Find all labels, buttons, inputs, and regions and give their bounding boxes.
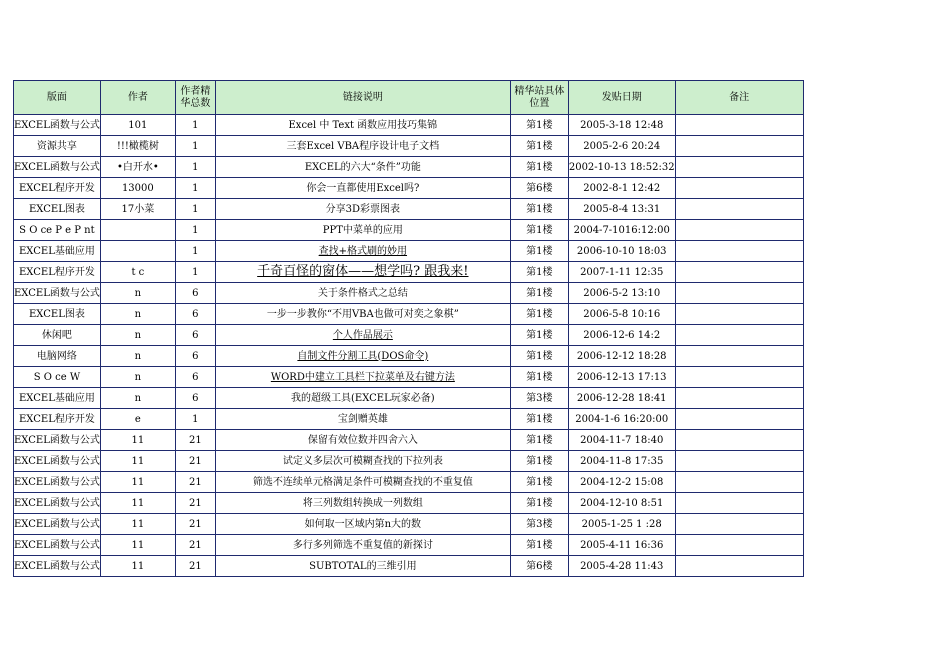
count-cell[interactable]: 6: [175, 304, 215, 325]
table-row: [14, 514, 804, 535]
date-cell[interactable]: 2004-7-1016:12:00: [568, 220, 675, 241]
link-text[interactable]: 保留有效位数并四舍六入: [307, 434, 418, 446]
link-cell[interactable]: [215, 220, 510, 241]
author-cell[interactable]: 11: [100, 514, 175, 535]
author-cell[interactable]: 101: [100, 115, 175, 136]
table-row: [14, 409, 804, 430]
table-row: [14, 493, 804, 514]
count-cell[interactable]: 6: [175, 325, 215, 346]
header-cell-author[interactable]: 作者: [100, 81, 175, 115]
author-cell[interactable]: n: [100, 325, 175, 346]
author-cell[interactable]: [100, 220, 175, 241]
count-cell[interactable]: 21: [175, 493, 215, 514]
notes-cell[interactable]: [675, 556, 803, 577]
count-cell[interactable]: 6: [175, 283, 215, 304]
notes-cell[interactable]: [675, 262, 803, 283]
count-cell[interactable]: 21: [175, 514, 215, 535]
link-cell[interactable]: [215, 430, 510, 451]
link-text[interactable]: 千奇百怪的窗体——想学吗? 跟我来!: [257, 264, 469, 279]
table-header: [14, 81, 804, 115]
count-cell[interactable]: 6: [175, 367, 215, 388]
notes-cell[interactable]: [675, 451, 803, 472]
link-text[interactable]: 多行多列筛选不重复值的新探讨: [292, 539, 433, 551]
table-row: [14, 472, 804, 493]
table-row: [14, 346, 804, 367]
board-cell[interactable]: EXCEL函数与公式: [14, 115, 101, 136]
link-cell[interactable]: [215, 157, 510, 178]
author-cell[interactable]: [100, 241, 175, 262]
link-text[interactable]: 分享3D彩票图表: [325, 203, 401, 215]
date-cell[interactable]: 2007-1-11 12:35: [568, 262, 675, 283]
link-text[interactable]: 一步一步教你“不用VBA也做可对奕之象棋”: [266, 308, 459, 320]
date-cell[interactable]: 2005-3-18 12:48: [568, 115, 675, 136]
date-cell[interactable]: 2004-11-7 18:40: [568, 430, 675, 451]
board-cell[interactable]: 电脑网络: [14, 346, 101, 367]
notes-cell[interactable]: [675, 241, 803, 262]
notes-cell[interactable]: [675, 220, 803, 241]
table-body: [14, 115, 804, 577]
position-cell[interactable]: 第3楼: [510, 514, 568, 535]
position-cell[interactable]: 第3楼: [510, 388, 568, 409]
position-cell[interactable]: 第1楼: [510, 283, 568, 304]
table-row: [14, 556, 804, 577]
link-cell[interactable]: [215, 199, 510, 220]
link-cell[interactable]: [215, 556, 510, 577]
author-cell[interactable]: n: [100, 304, 175, 325]
author-cell[interactable]: 11: [100, 451, 175, 472]
board-cell[interactable]: EXCEL函数与公式: [14, 451, 101, 472]
link-text[interactable]: 自制文件分割工具(DOS命令): [297, 350, 429, 362]
notes-cell[interactable]: [675, 136, 803, 157]
author-cell[interactable]: e: [100, 409, 175, 430]
header-cell-link-desc[interactable]: 链接说明: [215, 81, 510, 115]
table-row: [14, 241, 804, 262]
position-cell[interactable]: 第6楼: [510, 178, 568, 199]
position-cell[interactable]: 第1楼: [510, 262, 568, 283]
notes-cell[interactable]: [675, 283, 803, 304]
link-cell[interactable]: [215, 451, 510, 472]
table-row: [14, 304, 804, 325]
position-cell[interactable]: 第1楼: [510, 136, 568, 157]
position-cell[interactable]: 第1楼: [510, 535, 568, 556]
link-cell[interactable]: [215, 493, 510, 514]
header-row: [14, 81, 804, 115]
date-cell[interactable]: 2002-10-13 18:52:32: [568, 157, 675, 178]
table-row: [14, 220, 804, 241]
count-cell[interactable]: 1: [175, 157, 215, 178]
board-cell[interactable]: EXCEL基础应用: [14, 388, 101, 409]
notes-cell[interactable]: [675, 409, 803, 430]
position-cell[interactable]: 第6楼: [510, 556, 568, 577]
board-cell[interactable]: EXCEL程序开发: [14, 178, 101, 199]
table-row: [14, 535, 804, 556]
notes-cell[interactable]: [675, 535, 803, 556]
count-cell[interactable]: 21: [175, 556, 215, 577]
header-cell-post-date[interactable]: 发贴日期: [568, 81, 675, 115]
table-row: [14, 136, 804, 157]
notes-cell[interactable]: [675, 157, 803, 178]
board-cell[interactable]: S O ce W: [14, 367, 101, 388]
link-text[interactable]: 关于条件格式之总结: [317, 287, 408, 299]
author-cell[interactable]: n: [100, 346, 175, 367]
date-cell[interactable]: 2004-1-6 16:20:00: [568, 409, 675, 430]
link-cell[interactable]: [215, 241, 510, 262]
notes-cell[interactable]: [675, 430, 803, 451]
date-cell[interactable]: 2004-12-10 8:51: [568, 493, 675, 514]
link-cell[interactable]: [215, 472, 510, 493]
board-cell[interactable]: EXCEL基础应用: [14, 241, 101, 262]
count-cell[interactable]: 6: [175, 388, 215, 409]
link-cell[interactable]: [215, 346, 510, 367]
author-cell[interactable]: n: [100, 388, 175, 409]
link-cell[interactable]: [215, 178, 510, 199]
count-cell[interactable]: 1: [175, 178, 215, 199]
link-cell[interactable]: [215, 514, 510, 535]
date-cell[interactable]: 2006-12-6 14:2: [568, 325, 675, 346]
link-cell[interactable]: [215, 325, 510, 346]
board-cell[interactable]: EXCEL函数与公式: [14, 514, 101, 535]
author-cell[interactable]: 11: [100, 430, 175, 451]
link-text[interactable]: 查找+格式刷的妙用: [318, 245, 408, 257]
board-cell[interactable]: EXCEL程序开发: [14, 409, 101, 430]
author-cell[interactable]: •白开水•: [100, 157, 175, 178]
link-text[interactable]: 将三列数组转换成一列数组: [302, 497, 423, 509]
link-cell[interactable]: [215, 367, 510, 388]
author-cell[interactable]: 11: [100, 493, 175, 514]
date-cell[interactable]: 2004-12-2 15:08: [568, 472, 675, 493]
count-cell[interactable]: 21: [175, 472, 215, 493]
header-cell-board[interactable]: 版面: [14, 81, 101, 115]
table-row: [14, 178, 804, 199]
count-cell[interactable]: 1: [175, 220, 215, 241]
link-cell[interactable]: [215, 262, 510, 283]
table-row: [14, 199, 804, 220]
author-cell[interactable]: 11: [100, 535, 175, 556]
board-cell[interactable]: EXCEL程序开发: [14, 262, 101, 283]
notes-cell[interactable]: [675, 493, 803, 514]
count-cell[interactable]: 21: [175, 451, 215, 472]
table-row: [14, 115, 804, 136]
link-text[interactable]: 我的超级工具(EXCEL玩家必备): [291, 392, 435, 404]
author-cell[interactable]: n: [100, 283, 175, 304]
board-cell[interactable]: 资源共享: [14, 136, 101, 157]
table-row: [14, 367, 804, 388]
header-cell-author-total[interactable]: 作者精华总数: [175, 81, 215, 115]
position-cell[interactable]: 第1楼: [510, 430, 568, 451]
board-cell[interactable]: S O ce P e P nt: [14, 220, 101, 241]
link-cell[interactable]: [215, 283, 510, 304]
board-cell[interactable]: EXCEL函数与公式: [14, 493, 101, 514]
link-cell[interactable]: [215, 535, 510, 556]
link-cell[interactable]: [215, 115, 510, 136]
position-cell[interactable]: 第1楼: [510, 409, 568, 430]
date-cell[interactable]: 2005-1-25 1 :28: [568, 514, 675, 535]
author-cell[interactable]: t c: [100, 262, 175, 283]
date-cell[interactable]: 2006-10-10 18:03: [568, 241, 675, 262]
count-cell[interactable]: 1: [175, 115, 215, 136]
author-cell[interactable]: 13000: [100, 178, 175, 199]
date-cell[interactable]: 2006-12-28 18:41: [568, 388, 675, 409]
author-cell[interactable]: 17小菜: [100, 199, 175, 220]
count-cell[interactable]: 21: [175, 430, 215, 451]
link-cell[interactable]: [215, 136, 510, 157]
spreadsheet-table: [13, 80, 804, 577]
date-cell[interactable]: 2002-8-1 12:42: [568, 178, 675, 199]
position-cell[interactable]: 第1楼: [510, 346, 568, 367]
link-text[interactable]: 三套Excel VBA程序设计电子文档: [286, 140, 440, 152]
date-cell[interactable]: 2005-8-4 13:31: [568, 199, 675, 220]
table-row: [14, 157, 804, 178]
link-cell[interactable]: [215, 304, 510, 325]
position-cell[interactable]: 第1楼: [510, 451, 568, 472]
link-text[interactable]: 试定义多层次可模糊查找的下拉列表: [282, 455, 443, 467]
position-cell[interactable]: 第1楼: [510, 199, 568, 220]
position-cell[interactable]: 第1楼: [510, 493, 568, 514]
link-text[interactable]: PPT中菜单的应用: [322, 224, 403, 236]
count-cell[interactable]: 1: [175, 409, 215, 430]
table-row: [14, 262, 804, 283]
position-cell[interactable]: 第1楼: [510, 325, 568, 346]
author-cell[interactable]: 11: [100, 556, 175, 577]
notes-cell[interactable]: [675, 304, 803, 325]
position-cell[interactable]: 第1楼: [510, 304, 568, 325]
notes-cell[interactable]: [675, 514, 803, 535]
position-cell[interactable]: 第1楼: [510, 241, 568, 262]
notes-cell[interactable]: [675, 178, 803, 199]
count-cell[interactable]: 21: [175, 535, 215, 556]
author-cell[interactable]: !!!橄榄树: [100, 136, 175, 157]
date-cell[interactable]: 2006-12-13 17:13: [568, 367, 675, 388]
board-cell[interactable]: EXCEL图表: [14, 304, 101, 325]
notes-cell[interactable]: [675, 346, 803, 367]
board-cell[interactable]: 休闲吧: [14, 325, 101, 346]
count-cell[interactable]: 1: [175, 136, 215, 157]
link-cell[interactable]: [215, 409, 510, 430]
date-cell[interactable]: 2004-11-8 17:35: [568, 451, 675, 472]
notes-cell[interactable]: [675, 115, 803, 136]
notes-cell[interactable]: [675, 388, 803, 409]
link-text[interactable]: SUBTOTAL的三维引用: [309, 560, 417, 572]
count-cell[interactable]: 1: [175, 199, 215, 220]
header-cell-position[interactable]: 精华站具体位置: [510, 81, 568, 115]
link-text[interactable]: 个人作品展示: [332, 329, 393, 341]
board-cell[interactable]: EXCEL函数与公式: [14, 157, 101, 178]
link-text[interactable]: 如何取一区域内第n大的数: [304, 518, 422, 530]
board-cell[interactable]: EXCEL图表: [14, 199, 101, 220]
count-cell[interactable]: 1: [175, 262, 215, 283]
notes-cell[interactable]: [675, 325, 803, 346]
board-cell[interactable]: EXCEL函数与公式: [14, 283, 101, 304]
notes-cell[interactable]: [675, 472, 803, 493]
link-text[interactable]: WORD中建立工具栏下拉菜单及右键方法: [270, 371, 455, 383]
notes-cell[interactable]: [675, 367, 803, 388]
position-cell[interactable]: 第1楼: [510, 367, 568, 388]
position-cell[interactable]: 第1楼: [510, 115, 568, 136]
position-cell[interactable]: 第1楼: [510, 472, 568, 493]
link-text[interactable]: EXCEL的六大“条件”功能: [304, 161, 421, 173]
board-cell[interactable]: EXCEL函数与公式: [14, 556, 101, 577]
header-cell-notes[interactable]: 备注: [675, 81, 803, 115]
count-cell[interactable]: 6: [175, 346, 215, 367]
author-cell[interactable]: n: [100, 367, 175, 388]
date-cell[interactable]: 2006-5-2 13:10: [568, 283, 675, 304]
link-text[interactable]: Excel 中 Text 函数应用技巧集锦: [288, 119, 438, 131]
table-row: [14, 283, 804, 304]
date-cell[interactable]: 2005-4-11 16:36: [568, 535, 675, 556]
table-row: [14, 451, 804, 472]
board-cell[interactable]: EXCEL函数与公式: [14, 472, 101, 493]
link-text[interactable]: 筛选不连续单元格满足条件可模糊查找的不重复值: [252, 476, 473, 488]
date-cell[interactable]: 2005-2-6 20:24: [568, 136, 675, 157]
board-cell[interactable]: EXCEL函数与公式: [14, 535, 101, 556]
date-cell[interactable]: 2005-4-28 11:43: [568, 556, 675, 577]
table-row: [14, 325, 804, 346]
author-cell[interactable]: 11: [100, 472, 175, 493]
position-cell[interactable]: 第1楼: [510, 220, 568, 241]
position-cell[interactable]: 第1楼: [510, 157, 568, 178]
table-row: [14, 388, 804, 409]
date-cell[interactable]: 2006-5-8 10:16: [568, 304, 675, 325]
board-cell[interactable]: EXCEL函数与公式: [14, 430, 101, 451]
count-cell[interactable]: 1: [175, 241, 215, 262]
notes-cell[interactable]: [675, 199, 803, 220]
link-text[interactable]: 你会一直都使用Excel吗?: [306, 182, 420, 194]
table-row: [14, 430, 804, 451]
link-text[interactable]: 宝剑赠英雄: [337, 413, 388, 425]
date-cell[interactable]: 2006-12-12 18:28: [568, 346, 675, 367]
link-cell[interactable]: [215, 388, 510, 409]
